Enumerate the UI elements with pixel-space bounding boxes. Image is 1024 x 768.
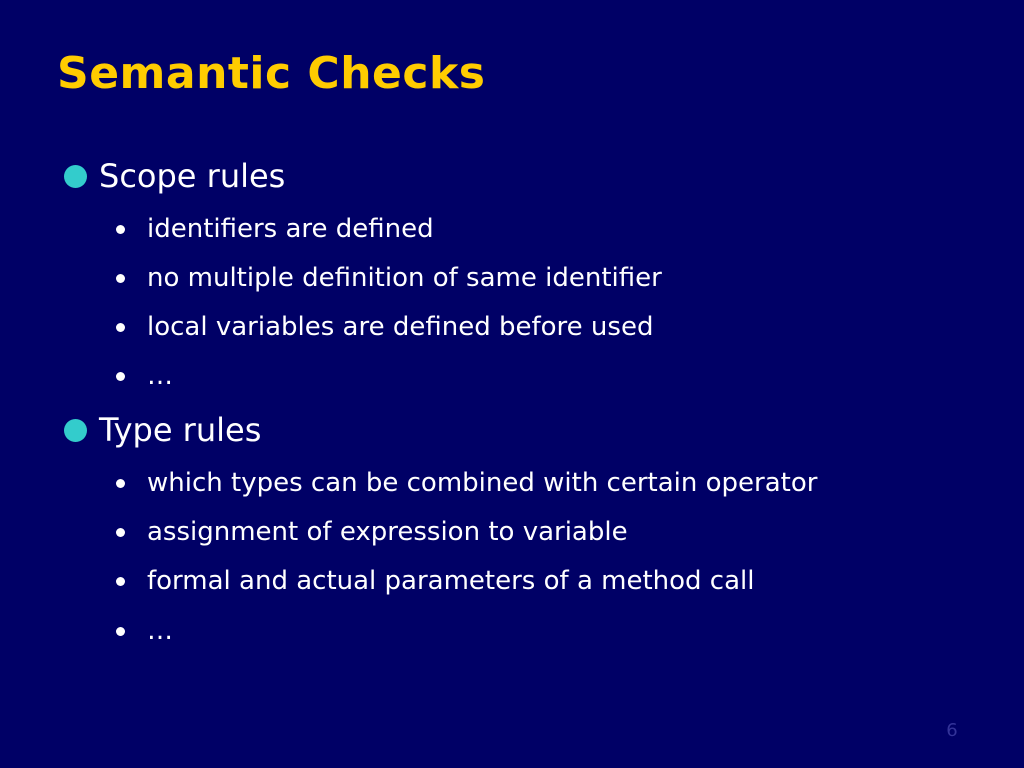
bullet-scope-rules: [64, 156, 285, 196]
sub-bullet-text: which types can be combined with certain operator: [147, 468, 818, 498]
bullet-dot-icon: [64, 165, 87, 188]
page-number: 6: [946, 720, 958, 741]
sub-bullet: [114, 261, 662, 295]
bullet-type-rules: [64, 410, 261, 450]
bullet-dot-icon: [64, 419, 87, 442]
sub-bullet-dot-icon: [116, 528, 125, 537]
sub-bullet-dot-icon: [116, 577, 125, 586]
sub-bullet: [114, 515, 628, 549]
slide-title: Semantic Checks: [57, 48, 486, 99]
sub-bullet-text: …: [147, 361, 173, 391]
sub-bullet: [114, 359, 173, 393]
sub-bullet-dot-icon: [116, 372, 125, 381]
sub-bullet-dot-icon: [116, 627, 125, 636]
sub-bullet-dot-icon: [116, 479, 125, 488]
sub-bullet-text: no multiple definition of same identifier: [147, 263, 662, 293]
sub-bullet-text: local variables are defined before used: [147, 312, 654, 342]
sub-bullet-dot-icon: [116, 225, 125, 234]
sub-bullet: [114, 466, 817, 500]
sub-bullet-text: identifiers are defined: [147, 214, 434, 244]
sub-bullet: [114, 310, 653, 344]
sub-bullet-text: …: [147, 616, 173, 646]
bullet-heading: Type rules: [99, 411, 262, 449]
sub-bullet: [114, 614, 173, 648]
sub-bullet-text: formal and actual parameters of a method call: [147, 566, 755, 596]
sub-bullet-text: assignment of expression to variable: [147, 517, 628, 547]
sub-bullet: [114, 212, 434, 246]
bullet-heading: Scope rules: [99, 157, 286, 195]
sub-bullet-dot-icon: [116, 323, 125, 332]
sub-bullet: [114, 564, 754, 598]
sub-bullet-dot-icon: [116, 274, 125, 283]
